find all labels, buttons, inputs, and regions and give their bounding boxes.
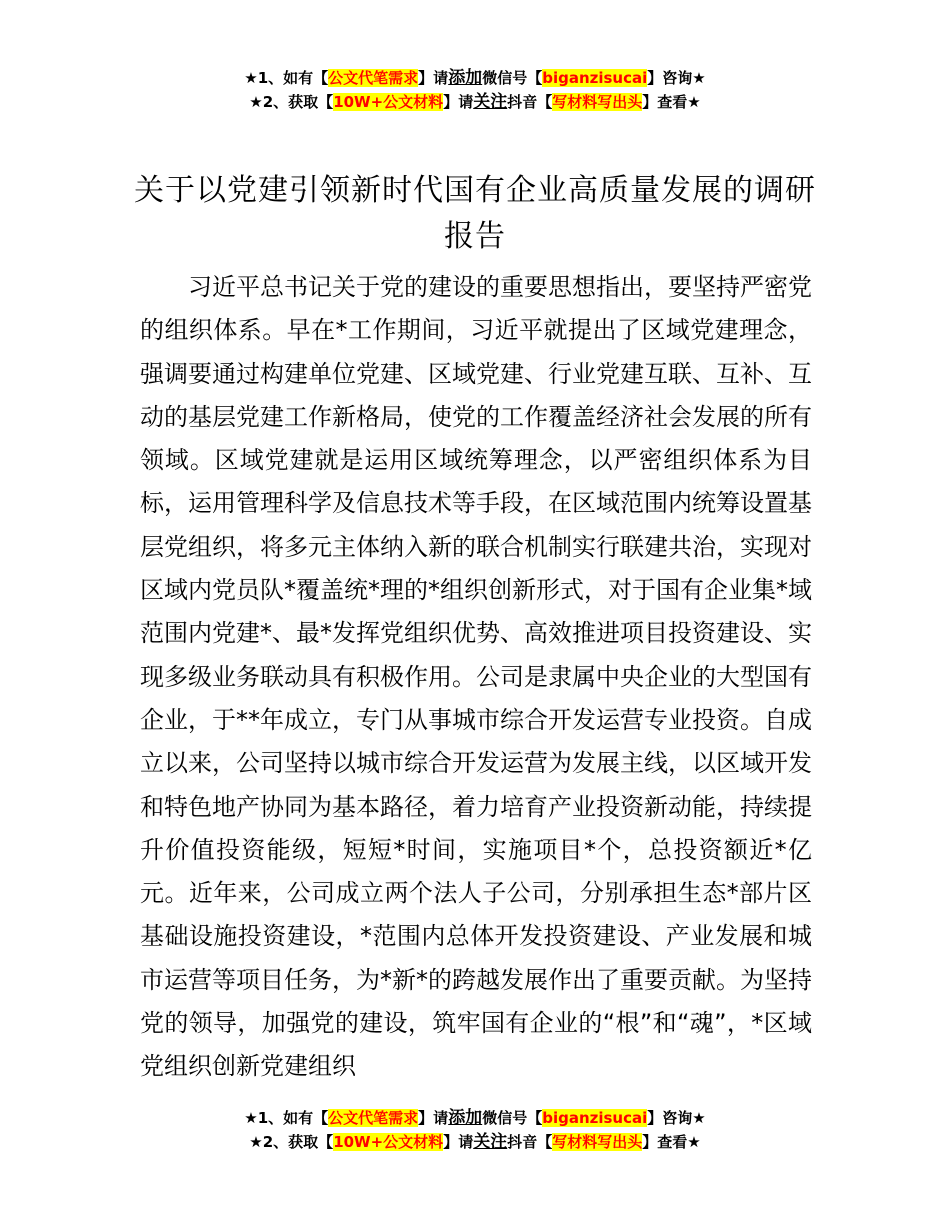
banner-text: 微信号【 [482, 1109, 543, 1127]
banner-text: ★1、如有【 [244, 69, 329, 87]
banner-highlight: biganzisucai [542, 69, 648, 87]
footer-banner [0, 1106, 950, 1154]
header-banner-line-1 [0, 66, 950, 90]
document-title: 关于以党建引领新时代国有企业高质量发展的调研报告 [134, 173, 816, 254]
banner-highlight: biganzisucai [542, 1109, 648, 1127]
banner-highlight: 写材料写出头 [552, 1133, 643, 1151]
banner-emphasis: 添加 [448, 1108, 483, 1128]
banner-text: ★1、如有【 [244, 1109, 329, 1127]
header-banner-line-2 [0, 90, 950, 114]
body-paragraph: 习近平总书记关于党的建设的重要思想指出，要坚持严密党的组织体系。早在*工作期间，习近平就提出了区域党建理念，强调要通过构建单位党建、区域党建、行业党建互联、互补、互动的基层党建工作新格局，使党的工作覆盖经济社会发展的所有领域。区域党建就是运用区域统筹理念，以严密组织体系为目标，运用管理科学及信息技术等手段，在区域范围内统筹设置基层党组织，将多元主体纳入新的联合机制实行联建共治，实现对区域内党员队*覆盖统*理的*组织创新形式，对于国有企业集*域范围内党建*、最*发挥党组织优势、高效推进项目投资建设、实现多级业务联动具有积极作用。公司是隶属中央企业的大型国有企业，于**年成立，专门从事城市综合开发运营专业投资。自成立以来，公司坚持以城市综合开发运营为发展主线，以区域开发和特色地产协同为基本路径，着力培育产业投资新动能，持续提升价值投资能级，短短*时间，实施项目*个，总投资额近*亿元。近年来，公司成立两个法人子公司，分别承担生态*部片区基础设施投资建设，*范围内总体开发投资建设、产业发展和城市运营等项目任务，为*新*的跨越发展作出了重要贡献。为坚持党的领导，加强党的建设，筑牢国有企业的“根”和“魂”，*区域党组织创新党建组织 [140, 273, 812, 1081]
banner-text: 微信号【 [482, 69, 543, 87]
banner-highlight: 公文代笔需求 [328, 69, 419, 87]
banner-text: 抖音【 [507, 1133, 553, 1151]
banner-highlight: 写材料写出头 [552, 93, 643, 111]
banner-emphasis: 关注 [473, 1132, 508, 1152]
banner-text: 】请 [443, 1133, 474, 1151]
banner-emphasis: 添加 [448, 68, 483, 88]
footer-banner-line-1 [0, 1106, 950, 1130]
banner-text: 】咨询★ [647, 69, 706, 87]
banner-highlight: 10W+公文材料 [333, 1133, 444, 1151]
footer-banner-line-2 [0, 1130, 950, 1154]
header-banner [0, 66, 950, 114]
banner-text: 】查看★ [642, 1133, 701, 1151]
banner-text: 】咨询★ [647, 1109, 706, 1127]
banner-text: 】查看★ [642, 93, 701, 111]
banner-highlight: 10W+公文材料 [333, 93, 444, 111]
banner-text: 】请 [418, 69, 449, 87]
banner-text: 】请 [443, 93, 474, 111]
banner-text: ★2、获取【 [249, 93, 334, 111]
banner-text: 抖音【 [507, 93, 553, 111]
banner-text: 】请 [418, 1109, 449, 1127]
banner-emphasis: 关注 [473, 92, 508, 112]
banner-highlight: 公文代笔需求 [328, 1109, 419, 1127]
banner-text: ★2、获取【 [249, 1133, 334, 1151]
